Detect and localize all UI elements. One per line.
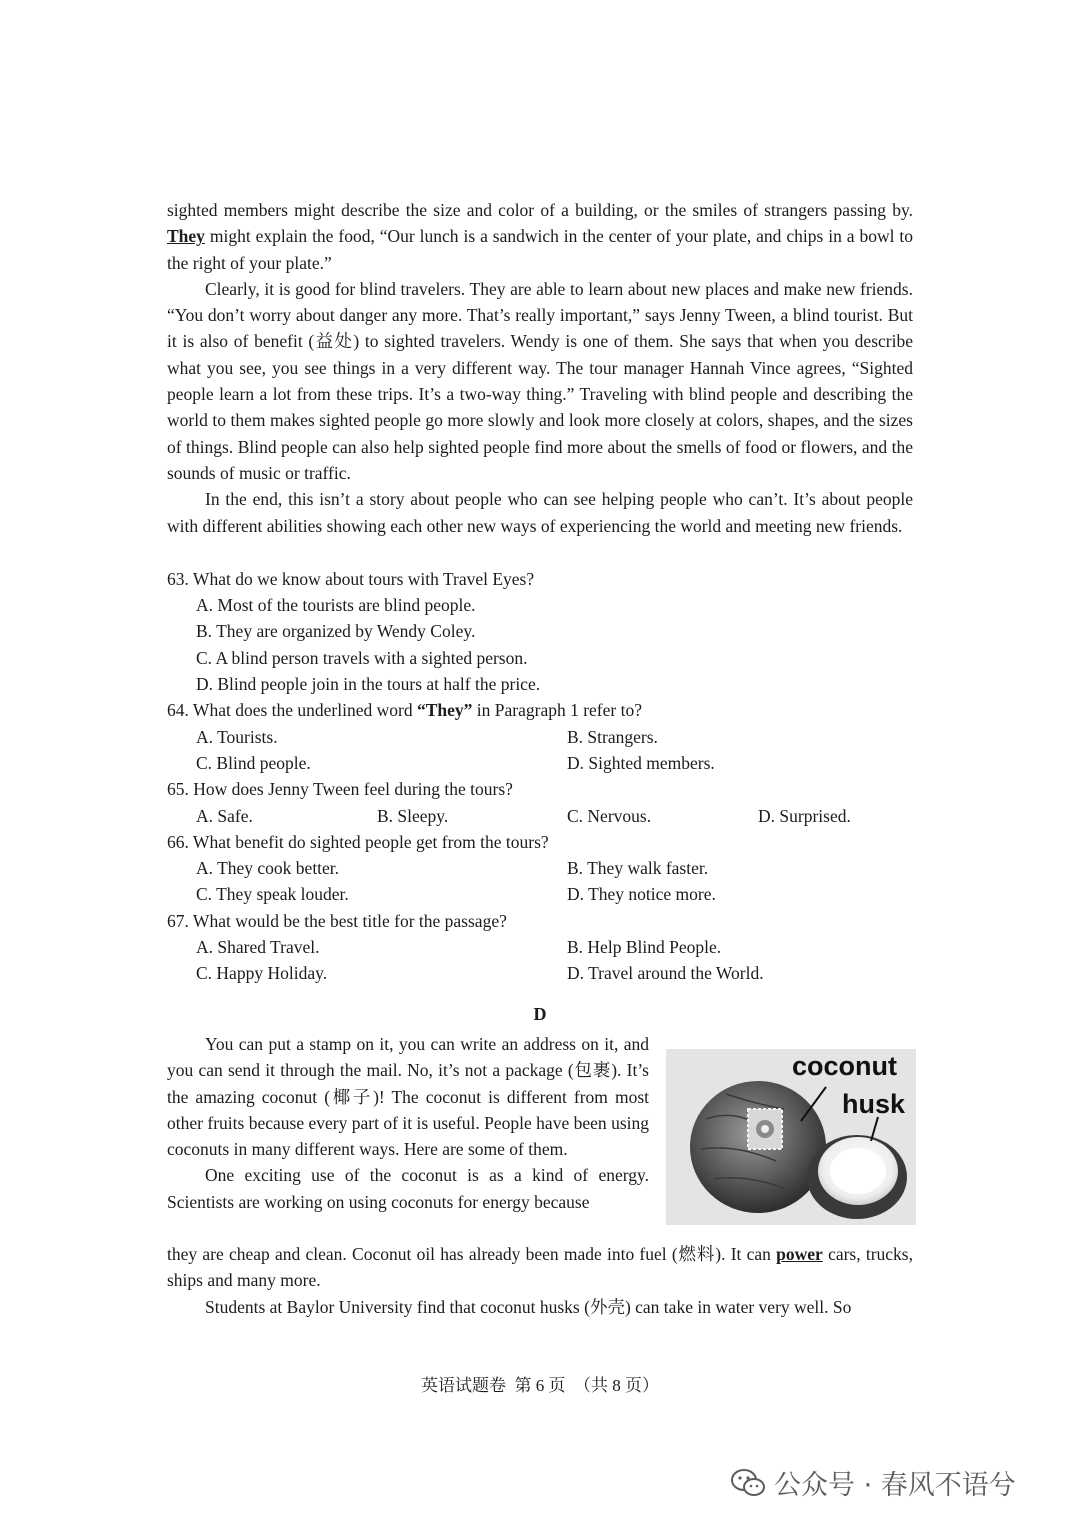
option-66-d: D. They notice more. [567,884,716,904]
section-d-heading: D [533,1004,547,1024]
passage-c [167,197,913,539]
option-65-b: B. Sleepy. [377,806,449,826]
coconut-image [666,1049,916,1225]
passage-d-left [167,1031,649,1215]
label-coconut: coconut [792,1051,897,1081]
watermark [730,1463,1016,1502]
option-67-b: B. Help Blind People. [567,937,722,957]
option-67-a: A. Shared Travel. [196,937,320,957]
paragraph: One exciting use of the coconut is as a kind of energy. Scientists are working on using coconuts for energy because [167,1165,649,1212]
option-66-b: B. They walk faster. [567,858,709,878]
coconut-illustration [666,1049,916,1225]
watermark-text: 公众号 · 春风不语兮 [774,1470,1016,1501]
paragraph: You can put a stamp on it, you can write an address on it, and you can send it through the mail. No, it’s not a package (包裹). It’s the amazing coconut (椰子)! The coconut is different from most other fruits because every part of it is useful. People have been using coconuts in many different ways. Here are some of them. [167,1034,649,1160]
underlined-word-power: power [776,1244,823,1264]
option-64-b: B. Strangers. [567,727,658,747]
passage-d-full [167,1241,913,1320]
option-66-a: A. They cook better. [196,858,340,878]
option-65-d: D. Surprised. [758,806,851,826]
option-66-c: C. They speak louder. [196,884,349,904]
paragraph: Students at Baylor University find that coconut husks (外壳) can take in water very well. So [205,1296,852,1317]
option-65-a: A. Safe. [196,806,253,826]
option-65-c: C. Nervous. [567,806,652,826]
question-64-stem: 64. What does the underlined word “They” in Paragraph 1 refer to? [167,700,642,720]
option-64-c: C. Blind people. [196,753,311,773]
quoted-word: “They” [416,700,473,720]
wechat-icon [730,1468,766,1498]
underlined-word-they: They [167,226,205,247]
question-66-stem: 66. What benefit do sighted people get from the tours? [167,832,549,852]
option-63-c: C. A blind person travels with a sighted person. [196,648,528,668]
option-64-a: A. Tourists. [196,727,278,747]
option-63-b: B. They are organized by Wendy Coley. [196,621,476,641]
label-husk: husk [842,1089,906,1119]
option-64-d: D. Sighted members. [567,753,715,773]
paragraph: they are cheap and clean. Coconut oil has already been made into fuel (燃料). It can power cars, trucks, ships and many more. [167,1244,913,1291]
page-footer: 英语试题卷 第 6 页 （共 8 页） [421,1376,659,1395]
option-67-d: D. Travel around the World. [567,963,764,983]
paragraph: sighted members might describe the size and color of a building, or the smiles of strangers passing by. They might explain the food, “Our lunch is a sandwich in the center of your plate, and chips in a bowl to the right of your plate.” [167,200,913,273]
question-67-stem: 67. What would be the best title for the passage? [167,911,507,931]
paragraph: In the end, this isn’t a story about people who can see helping people who can’t. It’s about people with different abilities showing each other new ways of experiencing the world and meeting new friends. [167,489,913,536]
option-63-d: D. Blind people join in the tours at half the price. [196,674,541,694]
paragraph: Clearly, it is good for blind travelers. They are able to learn about new places and make new friends. “You don’t worry about danger any more. That’s really important,” says Jenny Tween, a blind tourist. But it is also of benefit (益处) to sighted travelers. Wendy is one of them. She says that when you describe what you see, you see things in a very different way. The tour manager Hannah Vince agrees, “Sighted people learn a lot from these trips. It’s a two-way thing.” Traveling with blind people and describing the world to them makes sighted people go more slowly and look more closely at colors, shapes, and the sizes of things. Blind people can also help sighted people find more about the smells of food or flowers, and the sounds of music or traffic. [167,278,913,483]
option-67-c: C. Happy Holiday. [196,963,328,983]
question-65-stem: 65. How does Jenny Tween feel during the tours? [167,779,513,799]
question-63-stem: 63. What do we know about tours with Travel Eyes? [167,569,535,589]
option-63-a: A. Most of the tourists are blind people. [196,595,476,615]
